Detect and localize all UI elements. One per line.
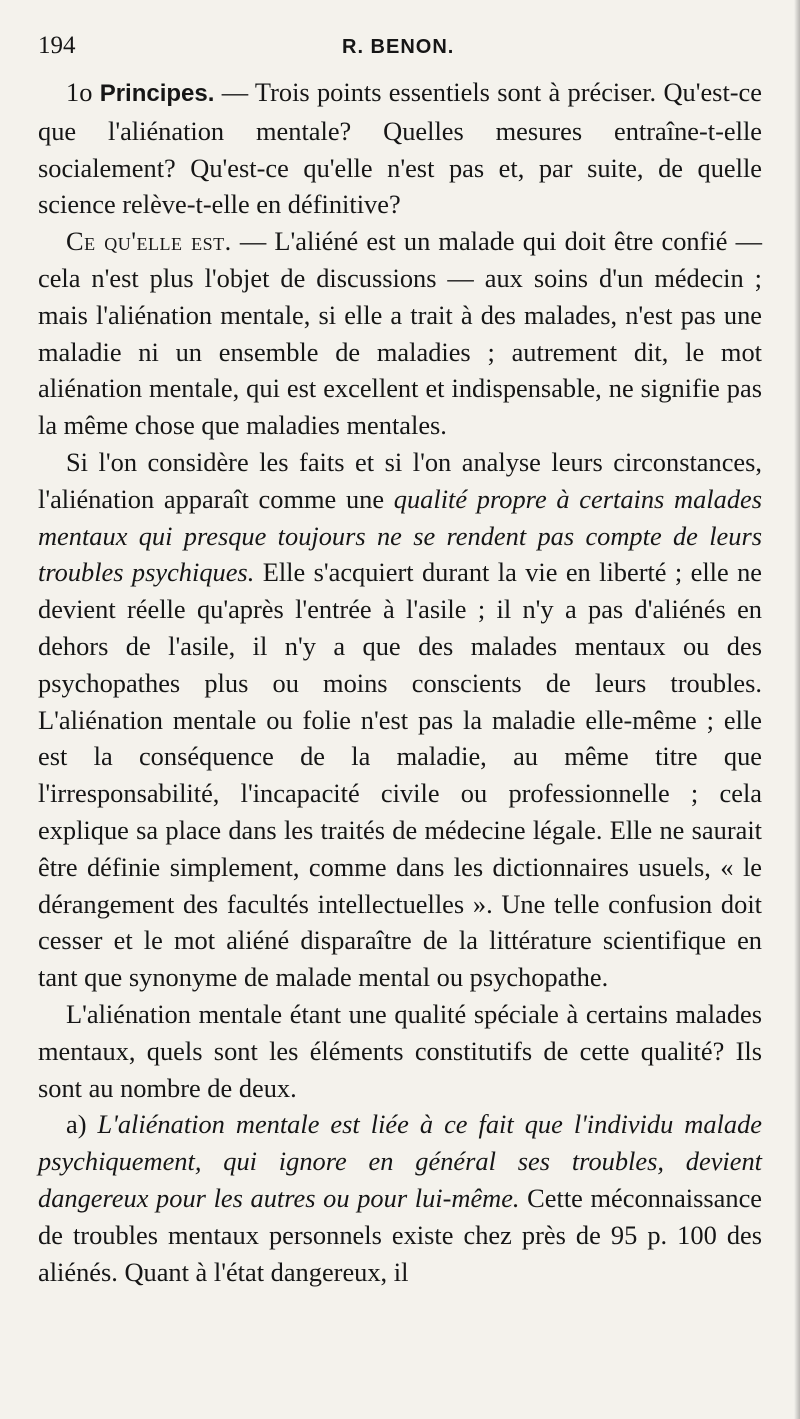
list-label: a) xyxy=(66,1109,87,1140)
paragraph-text: — L'aliéné est un malade qui doit être confié — cela n'est plus l'objet de discussions — aux soins d'un médecin ; mais l'aliénation mentale, si elle a trait à des malades, n'est pas une maladie ni un ensemble de maladies ; autrement dit, le mot aliénation mentale, qui est excellent et indispensable, ne signifie pas la même chose que maladies mentales. xyxy=(38,226,762,441)
paragraph-element-a xyxy=(38,1106,762,1290)
paragraph-text: Cette méconnaissance de troubles mentaux personnels existe chez près de 95 p. 100 des aliénés. Quant à l'état dangereux, il xyxy=(38,1182,762,1287)
paragraph-definition xyxy=(38,444,762,996)
paragraph-text: Si l'on considère les faits et si l'on analyse leurs circonstances, l'aliénation apparaît comme une xyxy=(38,446,762,514)
paragraph-text: Elle s'acquiert durant la vie en liberté ; elle ne devient réelle qu'après l'entrée à l'asile ; il n'y a pas d'aliénés en dehors de l'asile, il n'y a que des malades mentaux ou des psychopathes plus ou moins conscients de leurs troubles. L'aliénation mentale ou folie n'est pas la maladie elle-même ; elle est la conséquence de la maladie, au même titre que l'irresponsabilité, l'incapacité civile ou professionnelle ; cela explique sa place dans les traités de médecine légale. Elle ne saurait être définie simplement, comme dans les dictionnaires usuels, « le dérangement des facultés intellectuelles ». Une telle confusion doit cesser et le mot aliéné disparaître de la littérature scientifique en tant que synonyme de malade mental ou psychopathe. xyxy=(38,557,763,993)
emphasized-text: qualité propre à certains malades mentaux qui presque toujours ne se rendent pas compte de leurs troubles psychiques. xyxy=(38,483,762,588)
paragraph-text: L'aliénation mentale étant une qualité spéciale à certains malades mentaux, quels sont les éléments constitutifs de cette qualité? Ils sont au nombre de deux. xyxy=(38,998,762,1103)
paragraph-elements xyxy=(38,996,762,1106)
paragraph-text: — Trois points essentiels sont à préciser. Qu'est-ce que l'aliénation mentale? Quelles mesures entraîne-t-elle socialement? Qu'est-ce qu'elle n'est pas et, par suite, de quelle science relève-t-elle en définitive? xyxy=(38,77,762,220)
paragraph-ce-qu-elle-est xyxy=(38,223,762,444)
page-edge-shadow xyxy=(794,0,800,1419)
section-number: 1o xyxy=(66,77,93,107)
section-heading: Principes. xyxy=(99,80,215,107)
paragraph-principes xyxy=(38,74,762,223)
page-number: 194 xyxy=(38,32,76,59)
running-head: R. BENON. xyxy=(342,36,455,58)
body-text xyxy=(38,74,762,1290)
page-header xyxy=(38,32,762,72)
subsection-heading: Ce qu'elle est. xyxy=(66,226,232,257)
emphasized-text: L'aliénation mentale est liée à ce fait que l'individu malade psychiquement, qui ignore en général ses troubles, devient dangereux pour les autres ou pour lui-même. xyxy=(38,1109,762,1213)
